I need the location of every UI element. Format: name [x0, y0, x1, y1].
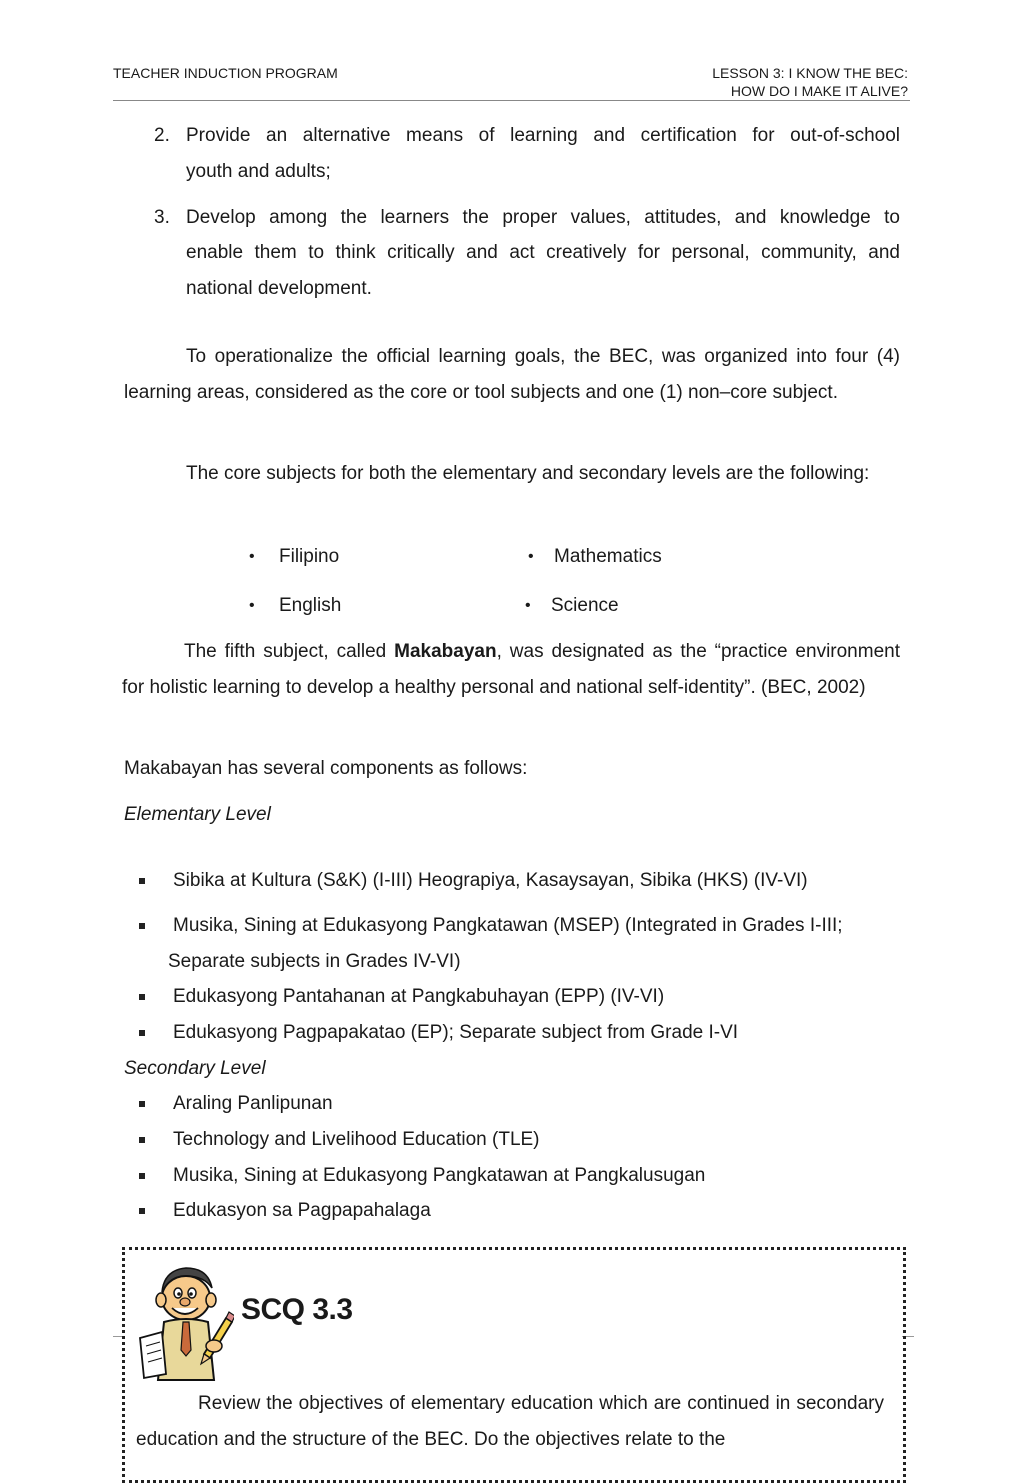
scq-instructions: Review the objectives of elementary education which are continued in secondary education and the structure of the BEC. Do the objectives relate to the: [136, 1393, 884, 1450]
core-subject: Mathematics: [554, 546, 662, 567]
objective-line: enable them to think critically and act creatively for personal, community, and: [186, 242, 900, 263]
list-item: Technology and Livelihood Education (TLE): [173, 1129, 540, 1150]
list-item: Edukasyon sa Pagpapahalaga: [173, 1200, 431, 1221]
list-item: Edukasyong Pagpapakatao (EP); Separate subject from Grade I-VI: [173, 1022, 739, 1043]
objective-line: national development.: [186, 278, 372, 299]
objective-line: Provide an alternative means of learning and certification for out-of-school: [186, 125, 900, 146]
objective-line: youth and adults;: [186, 161, 331, 182]
list-item: Edukasyong Pantahanan at Pangkabuhayan (EPP) (IV-VI): [173, 986, 665, 1007]
core-subject: English: [279, 595, 342, 616]
square-bullet-icon: [139, 994, 145, 1000]
objective-line: Develop among the learners the proper values, attitudes, and knowledge to: [186, 207, 900, 228]
bullet-icon: •: [525, 597, 531, 614]
square-bullet-icon: [139, 1101, 145, 1107]
bullet-icon: •: [249, 548, 255, 565]
scq-title: SCQ 3.3: [241, 1293, 353, 1326]
paragraph-core-subjects: The core subjects for both the elementary and secondary levels are the following:: [186, 463, 870, 484]
makabayan-pre: The fifth subject, called: [184, 641, 395, 662]
header-lesson-title: [712, 64, 908, 100]
paragraph-learning-areas: To operationalize the official learning goals, the BEC, was organized into four (4) learning areas, considered as the core or tool subjects and one (1) non–core subject.: [124, 346, 900, 403]
list-item: Musika, Sining at Edukasyong Pangkatawan (MSEP) (Integrated in Grades I-III;: [173, 915, 843, 936]
square-bullet-icon: [139, 1173, 145, 1179]
list-item-continued: Separate subjects in Grades IV-VI): [168, 951, 461, 972]
objective-number: 2.: [154, 125, 170, 146]
cartoon-teacher-with-pencil-icon: [134, 1262, 234, 1392]
paragraph-makabayan: [122, 634, 900, 706]
header-lesson-line1: LESSON 3: I KNOW THE BEC:: [712, 65, 908, 81]
makabayan-post: , was designated as the “practice environment for holistic learning to develop a healthy personal and national self-identity”. (BEC, 2002): [122, 641, 900, 698]
objective-number: 3.: [154, 207, 170, 228]
square-bullet-icon: [139, 878, 145, 884]
bullet-icon: •: [249, 597, 255, 614]
list-item: Araling Panlipunan: [173, 1093, 333, 1114]
bullet-icon: •: [528, 548, 534, 565]
header-lesson-line2: HOW DO I MAKE IT ALIVE?: [730, 83, 908, 99]
square-bullet-icon: [139, 1030, 145, 1036]
page-header: [113, 62, 910, 101]
core-subject: Science: [551, 595, 619, 616]
makabayan-term: Makabayan: [394, 641, 497, 662]
square-bullet-icon: [139, 923, 145, 929]
components-intro: Makabayan has several components as follows:: [124, 758, 528, 779]
list-item: Musika, Sining at Edukasyong Pangkatawan at Pangkalusugan: [173, 1165, 706, 1186]
elementary-heading: Elementary Level: [124, 804, 271, 825]
header-program-title: TEACHER INDUCTION PROGRAM: [113, 65, 338, 81]
square-bullet-icon: [139, 1137, 145, 1143]
secondary-heading: Secondary Level: [124, 1058, 266, 1079]
square-bullet-icon: [139, 1208, 145, 1214]
list-item: Sibika at Kultura (S&K) (I-III) Heograpiya, Kasaysayan, Sibika (HKS) (IV-VI): [173, 870, 808, 891]
core-subject: Filipino: [279, 546, 340, 567]
